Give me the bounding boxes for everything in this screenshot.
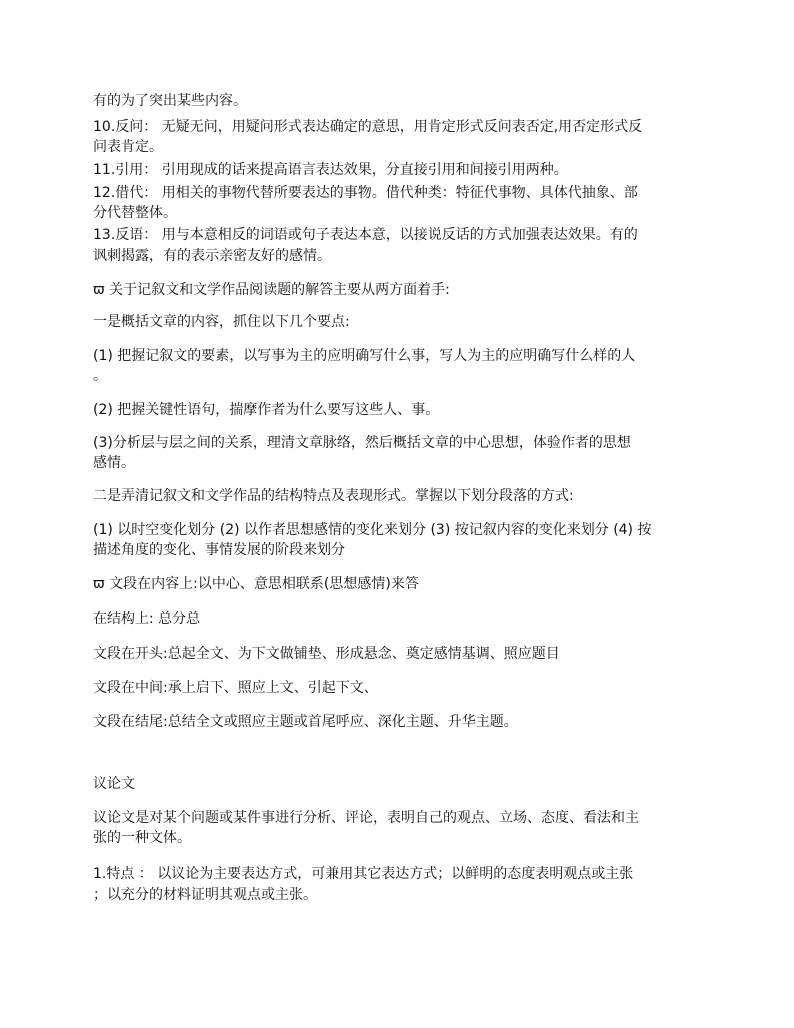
rhetoric-item-10-line-1: 10.反问： 无疑无问，用疑问形式表达确定的意思，用肯定形式反问表否定,用否定形式反 xyxy=(93,119,643,135)
narrative-intro: ϖ 关于记叙文和文学作品阅读题的解答主要从两方面着手: xyxy=(93,282,450,298)
argument-features-line-2: ；以充分的材料证明其观点或主张。 xyxy=(93,887,317,903)
narrative-point-one-3-line-2: 感情。 xyxy=(93,455,135,471)
paragraph-content-answer: ϖ 文段在内容上:以中心、意思相联系(思想感情)来答 xyxy=(93,576,419,592)
argument-definition-line-1: 议论文是对某个问题或某件事进行分析、评论，表明自己的观点、立场、态度、看法和主 xyxy=(93,810,639,826)
rhetoric-item-12-line-1: 12.借代： 用相关的事物代替所要表达的事物。借代种类：特征代事物、具体代抽象、部 xyxy=(93,185,638,201)
narrative-point-one-2: (2) 把握关键性语句，揣摩作者为什么要写这些人、事。 xyxy=(93,402,440,418)
section-heading-argument: 议论文 xyxy=(93,776,135,792)
narrative-division-list-line-1: (1) 以时空变化划分 (2) 以作者思想感情的变化来划分 (3) 按记叙内容的变化来划分 (4) 按 xyxy=(93,522,652,538)
argument-definition-line-2: 张的一种文体。 xyxy=(93,830,191,846)
structure-answer: 在结构上: 总分总 xyxy=(93,611,201,627)
rhetoric-item-12-line-2: 分代替整体。 xyxy=(93,205,177,221)
narrative-point-one-1-line-1: (1) 把握记叙文的要素，以写事为主的应明确写什么事，写人为主的应明确写什么样的人 xyxy=(93,348,636,364)
paragraph-in-middle: 文段在中间:承上启下、照应上文、引起下文、 xyxy=(93,680,378,696)
rhetoric-item-11: 11.引用： 引用现成的话来提高语言表达效果，分直接引用和间接引用两种。 xyxy=(93,162,568,178)
narrative-point-one: 一是概括文章的内容，抓住以下几个要点: xyxy=(93,314,350,330)
rhetoric-item-13-line-2: 讽刺揭露，有的表示亲密友好的感情。 xyxy=(93,248,331,264)
rhetoric-item-13-line-1: 13.反语： 用与本意相反的词语或句子表达本意，以接说反话的方式加强表达效果。有的 xyxy=(93,227,638,243)
narrative-point-one-3-line-1: (3)分析层与层之间的关系，理清文章脉络，然后概括文章的中心思想，体验作者的思想 xyxy=(93,435,631,451)
text-line: 有的为了突出某些内容。 xyxy=(93,93,247,109)
narrative-point-one-1-line-2: 。 xyxy=(93,368,107,384)
paragraph-at-end: 文段在结尾:总结全文或照应主题或首尾呼应、深化主题、升华主题。 xyxy=(93,714,518,730)
narrative-point-two: 二是弄清记叙文和文学作品的结构特点及表现形式。掌握以下划分段落的方式: xyxy=(93,488,574,504)
argument-features-line-1: 1.特点 ： 以议论为主要表达方式，可兼用其它表达方式；以鲜明的态度表明观点或主张 xyxy=(93,866,634,882)
rhetoric-item-10-line-2: 问表肯定。 xyxy=(93,139,163,155)
paragraph-at-start: 文段在开头:总起全文、为下文做铺垫、形成悬念、奠定感情基调、照应题目 xyxy=(93,646,560,662)
narrative-division-list-line-2: 描述角度的变化、事情发展的阶段来划分 xyxy=(93,542,345,558)
